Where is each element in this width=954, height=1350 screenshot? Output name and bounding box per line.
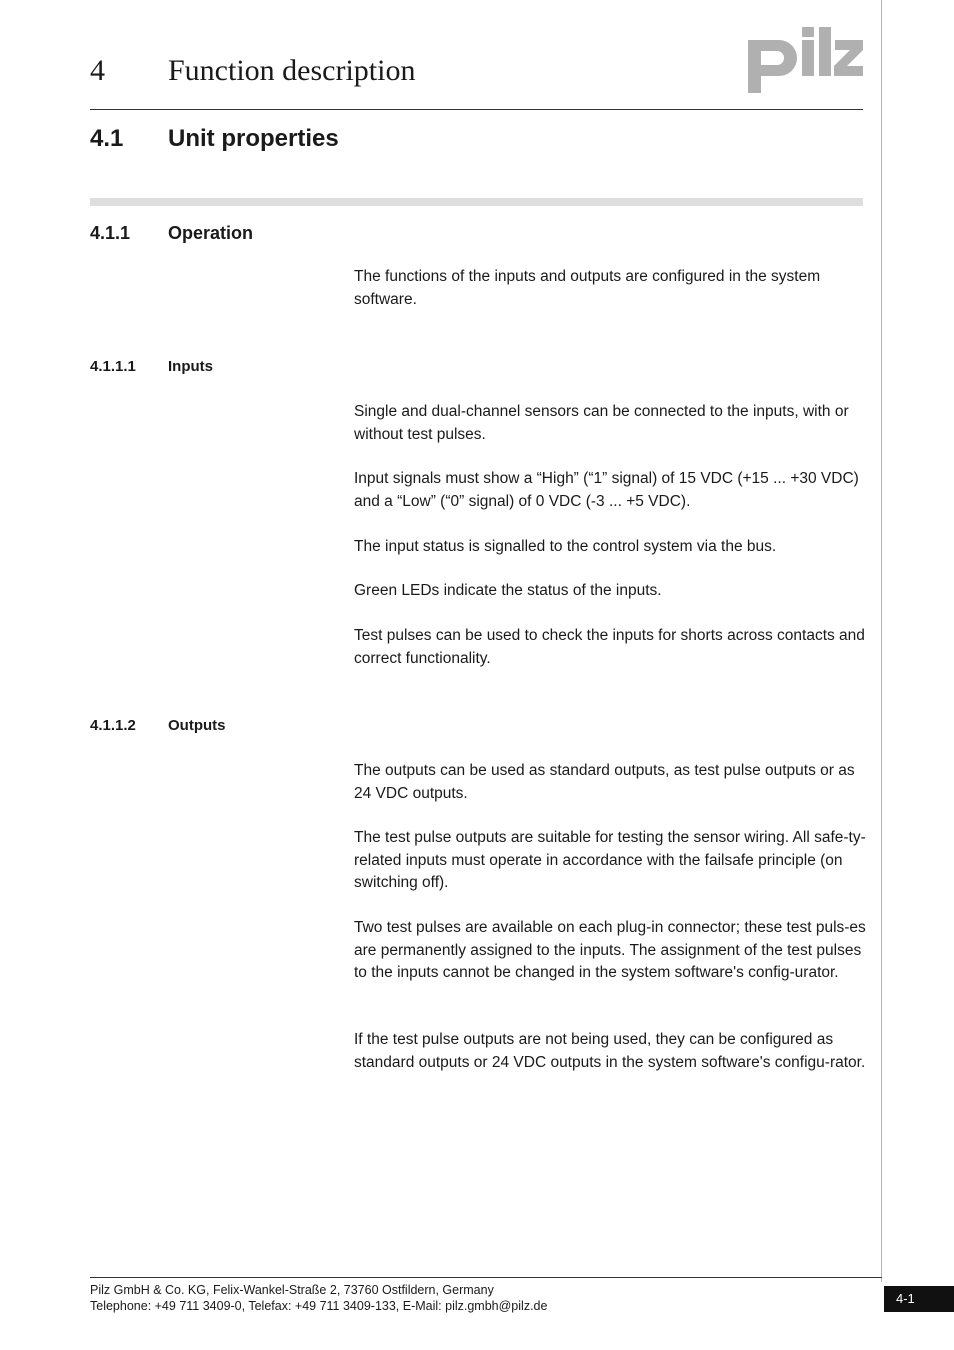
inputs-paragraph: Single and dual-channel sensors can be connected to the inputs, with or without test pulses. [354,403,849,443]
chapter-number: 4 [90,54,105,87]
inputs-paragraph: Test pulses can be used to check the inputs for shorts across contacts and correct functionality. [354,627,865,667]
footer-address: Pilz GmbH & Co. KG, Felix-Wankel-Straße 2, 73760 Ostfildern, Germany [90,1283,494,1297]
subsection-title: Operation [168,223,254,243]
operation-paragraph: The functions of the inputs and outputs are configured in the system software. [354,268,821,308]
inputs-heading-title: Inputs [168,358,213,375]
inputs-paragraph: The input status is signalled to the control system via the bus. [354,538,777,555]
outputs-paragraph: The test pulse outputs are suitable for testing the sensor wiring. All safe-ty-related inputs must operate in accordance with the failsafe principle (on switching off). [354,829,866,891]
section-number: 4.1 [90,125,124,152]
header-rule [90,109,863,110]
pilz-logo [746,26,864,99]
chapter-title: Function description [168,54,416,87]
page-number-badge: 4-1 [884,1286,954,1312]
outputs-heading-title: Outputs [168,717,226,734]
footer-contact: Telephone: +49 711 3409-0, Telefax: +49 711 3409-133, E-Mail: pilz.gmbh@pilz.de [90,1299,548,1313]
section-title: Unit properties [168,125,339,152]
inputs-paragraph: Input signals must show a “High” (“1” signal) of 15 VDC (+15 ... +30 VDC) and a “Low” (“0” signal) of 0 VDC (-3 ... +5 VDC). [354,470,859,510]
outputs-paragraph: The outputs can be used as standard outputs, as test pulse outputs or as 24 VDC outputs. [354,762,855,802]
margin-rule [881,0,882,1282]
inputs-paragraph: Green LEDs indicate the status of the inputs. [354,582,662,599]
outputs-heading-number: 4.1.1.2 [90,717,136,734]
outputs-paragraph: Two test pulses are available on each plug-in connector; these test puls-es are permanently assigned to the inputs. The assignment of the test pulses to the inputs cannot be changed in the system software's config-urator. [354,919,866,981]
subsection-number: 4.1.1 [90,223,131,243]
inputs-heading-number: 4.1.1.1 [90,358,136,375]
footer-rule [90,1277,882,1278]
section-divider [90,198,863,206]
outputs-paragraph: If the test pulse outputs are not being used, they can be configured as standard outputs or 24 VDC outputs in the system software's configu-rator. [354,1031,866,1071]
